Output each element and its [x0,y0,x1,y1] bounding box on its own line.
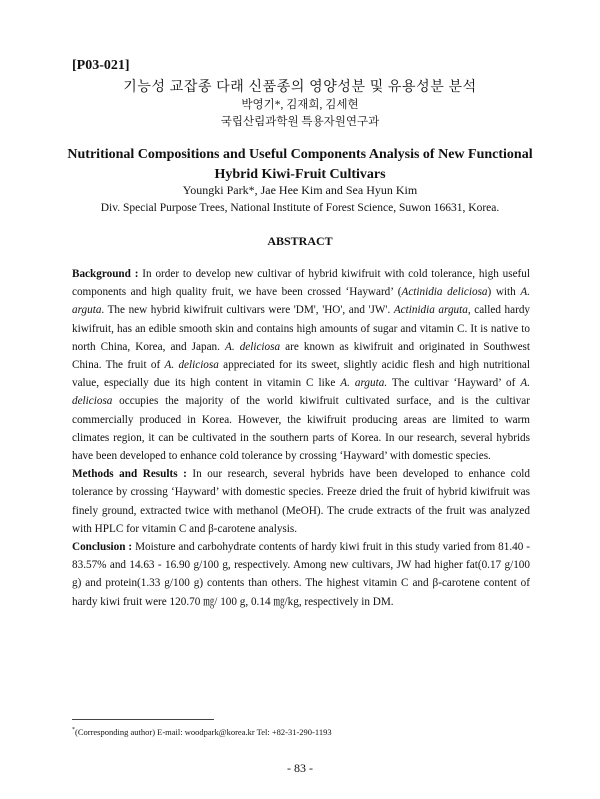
species-name: A. arguta. [340,377,388,390]
background-paragraph [72,265,530,465]
text-run: occupies the majority of the world kiwifruit cultivated surface, and is the cultivar commercially produced in Korea. However, the kiwifruit producing areas are limited to warm climates region, it can be cultivated in the southern parts of Korea. In our research, several hybrids have been developed to enhance cold tolerance by crossing ‘Hayward’ with domestic species. [72,395,530,463]
methods-paragraph [72,465,530,538]
korean-authors: 박영기*, 김재희, 김세현 [241,99,359,111]
text-run: are known as kiwifruit and originated in Southwest China. The fruit of [72,340,530,372]
text-run: In our research, several hybrids have been developed to enhance cold tolerance by crossing ‘Hayward’ with domestic species. Freeze dried the fruit of hybrid kiwifruit was finely ground, extracted twice with methanol (MeOH). The crude extracts of the fruit was analyzed with HPLC for vitamin C and β-carotene analysis. [72,468,530,535]
species-name: A. deliciosa [225,340,281,353]
abstract-heading: ABSTRACT [267,234,333,248]
text-run: , called hardy kiwifruit, has an edible smooth skin and contains high amounts of sugar and vitamin C. It is native to north China, Korea, and Japan. [72,304,531,353]
poster-code: [P03-021] [72,58,130,73]
page-number: - 83 - [287,761,313,775]
conclusion-paragraph [72,538,530,611]
text-run: . The new hybrid kiwifruit cultivars were 'DM', 'HO', and 'JW'. [101,304,394,317]
affiliation: Div. Special Purpose Trees, National Institute of Forest Science, Suwon 16631, Korea. [100,202,500,214]
conclusion-label: Conclusion : [72,541,133,554]
footnote-text: (Corresponding author) E-mail: woodpark@korea.kr Tel: +82-31-290-1193 [75,727,332,737]
abstract-body [72,265,530,611]
text-run: ) with [487,286,521,299]
species-name: A. deliciosa [164,359,219,372]
species-name: A. arguta [72,286,530,317]
footnote-divider [72,719,214,720]
korean-title: 기능성 교잡종 다래 신품종의 영양성분 및 유용성분 분석 [123,80,477,95]
methods-label: Methods and Results : [72,468,187,481]
korean-affiliation: 국립산림과학원 특용자원연구과 [220,116,380,128]
species-name: Actinidia deliciosa [401,286,488,299]
footnote-mark: * [72,727,75,734]
paper-title: Nutritional Compositions and Useful Components Analysis of New Functional Hybrid Kiwi-Fruit Cultivars [67,147,533,182]
footnote [72,727,332,737]
text-run: In order to develop new cultivar of hybrid kiwifruit with cold tolerance, high useful components and high quality fruit, we have been crossed ‘Hayward’ ( [72,268,530,299]
text-run: Moisture and carbohydrate contents of hardy kiwi fruit in this study varied from 81.40 - 83.57% and 14.63 - 16.90 g/100 g, respectively. Among new cultivars, JW had higher fat(0.17 g/100 g) and protein(1.33 g/100 g) contents than others. The highest vitamin C and β-carotene content of hardy kiwi fruit were 120.70 ㎎/ 100 g, 0.14 ㎎/kg, respectively in DM. [72,541,531,608]
background-label: Background : [72,268,139,280]
species-name: A. deliciosa [72,377,530,408]
species-name: Actinidia arguta [393,304,468,317]
text-run: appreciated for its sweet, slightly acidic flesh and high nutritional value, especially due its high content in vitamin C like [72,359,530,390]
authors: Youngki Park*, Jae Hee Kim and Sea Hyun Kim [182,183,418,197]
text-run: The cultivar ‘Hayward’ of [387,377,521,390]
